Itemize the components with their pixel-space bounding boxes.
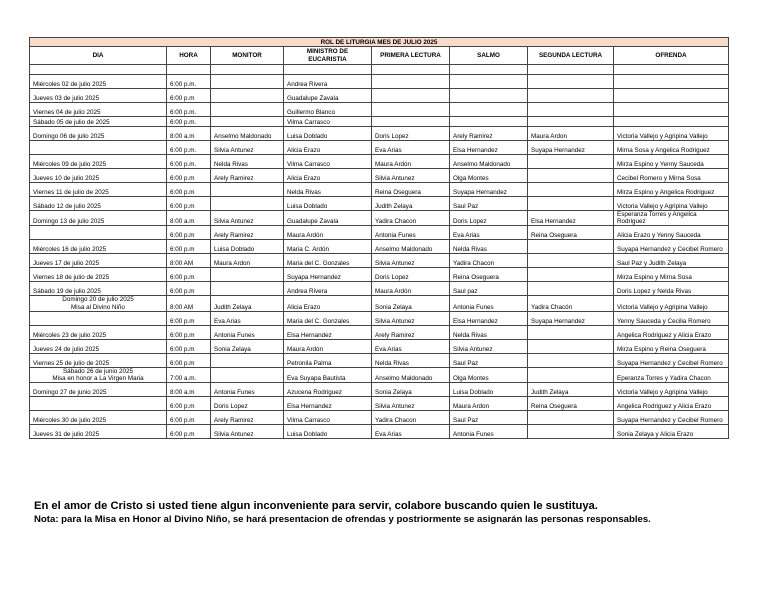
cell-line: Misa en honor a La Virgen Maria: [52, 375, 144, 383]
cell-dia: Jueves 31 de julio 2025: [30, 425, 167, 439]
cell-primera-lectura: Yadira Chacon: [372, 411, 450, 425]
cell-monitor: [211, 367, 284, 382]
cell-monitor: Anselmo Maldonado: [211, 127, 284, 141]
cell-monitor: [211, 89, 284, 103]
cell-salmo: [450, 103, 528, 117]
cell-monitor: Eva Arias: [211, 311, 284, 325]
table-row: [30, 155, 729, 169]
cell-monitor: [211, 65, 284, 75]
cell-segunda-lectura: Yadira Chacón: [528, 296, 614, 311]
cell-ofrenda: Victoria Vallejo y Agripina Vallejo: [614, 127, 729, 141]
cell-dia: [30, 367, 167, 382]
table-row: [30, 226, 729, 240]
cell-ministro: Alicia Erazo: [284, 169, 372, 183]
cell-primera-lectura: Doris Lopez: [372, 268, 450, 282]
cell-dia: Viernes 25 de julio de 2025: [30, 353, 167, 367]
cell-segunda-lectura: [528, 353, 614, 367]
cell-monitor: Nelda Rivas: [211, 155, 284, 169]
cell-primera-lectura: Arely Ramirez: [372, 325, 450, 339]
cell-hora: 6:00 p.m: [167, 311, 211, 325]
cell-monitor: Judith Zelaya: [211, 296, 284, 311]
cell-dia: Sábado 05 de julio de 2025: [30, 117, 167, 127]
cell-hora: 6:00 p.m: [167, 325, 211, 339]
cell-monitor: Antonia Funes: [211, 383, 284, 397]
table-row: [30, 65, 729, 75]
cell-dia: Jueves 03 de julio 2025: [30, 89, 167, 103]
header-hora: HORA: [167, 47, 211, 65]
note-divino-nino: Nota: para la Misa en Honor al Divino Niño, se hará presentacion de ofrendas y postriormente se asignarán las personas responsables.: [34, 514, 651, 525]
cell-segunda-lectura: [528, 425, 614, 439]
cell-ministro: Luisa Doblado: [284, 425, 372, 439]
cell-salmo: [450, 65, 528, 75]
cell-dia: Jueves 10 de julio 2025: [30, 169, 167, 183]
table-row: [30, 240, 729, 254]
cell-segunda-lectura: [528, 325, 614, 339]
cell-dia: Jueves 17 de julio 2025: [30, 254, 167, 268]
cell-segunda-lectura: Maura Ardon: [528, 127, 614, 141]
cell-salmo: Silvia Antunez: [450, 339, 528, 353]
cell-primera-lectura: [372, 75, 450, 89]
cell-primera-lectura: Silvia Antunez: [372, 254, 450, 268]
table-row: [30, 89, 729, 103]
cell-ofrenda: Suyapa Hernandez y Cecibel Romero: [614, 353, 729, 367]
cell-dia: Domingo 13 de julio 2025: [30, 211, 167, 226]
cell-hora: 8:00 a.m: [167, 211, 211, 226]
cell-primera-lectura: Silvia Antunez: [372, 397, 450, 411]
cell-monitor: Doris Lopez: [211, 397, 284, 411]
cell-ministro: Maura Ardón: [284, 339, 372, 353]
cell-ministro: Alicia Erazo: [284, 141, 372, 155]
cell-segunda-lectura: [528, 117, 614, 127]
cell-dia: [30, 296, 167, 311]
table-row: [30, 353, 729, 367]
cell-hora: 6:00 p.m.: [167, 103, 211, 117]
table-row: [30, 197, 729, 211]
table-row: [30, 411, 729, 425]
cell-salmo: Saul Paz: [450, 197, 528, 211]
table-row: [30, 311, 729, 325]
cell-hora: 6:00 p.m.: [167, 141, 211, 155]
cell-ofrenda: Suyapa Hernandez y Cecibel Romero: [614, 411, 729, 425]
cell-dia: Domingo 06 de julio 2025: [30, 127, 167, 141]
cell-ministro: Alicia Erazo: [284, 296, 372, 311]
cell-dia: [30, 141, 167, 155]
table-row: [30, 268, 729, 282]
cell-dia: [30, 226, 167, 240]
cell-segunda-lectura: [528, 411, 614, 425]
liturgy-schedule-table: [29, 37, 729, 439]
cell-dia: Miércoles 23 de julio 2025: [30, 325, 167, 339]
table-row: [30, 296, 729, 311]
cell-ministro: Azucena Rodriguez: [284, 383, 372, 397]
cell-ofrenda: Yenny Sauceda y Cecilia Romero: [614, 311, 729, 325]
cell-dia: Miércoles 16 de julio 2025: [30, 240, 167, 254]
cell-monitor: [211, 197, 284, 211]
cell-primera-lectura: Eva Arias: [372, 425, 450, 439]
cell-hora: 8:00 AM: [167, 254, 211, 268]
table-row: [30, 75, 729, 89]
cell-hora: 7:00 a.m.: [167, 367, 211, 382]
cell-ministro: [284, 65, 372, 75]
cell-monitor: Arely Ramirez: [211, 169, 284, 183]
cell-primera-lectura: Silvia Antunez: [372, 169, 450, 183]
cell-monitor: Arely Ramirez: [211, 226, 284, 240]
table-header-row: [30, 47, 729, 65]
cell-primera-lectura: Sonia Zelaya: [372, 383, 450, 397]
cell-ofrenda: Mirza Espino y Mirna Sosa: [614, 268, 729, 282]
cell-ministro: Elsa Hernandez: [284, 397, 372, 411]
cell-ministro: Maria C. Ardón: [284, 240, 372, 254]
header-primera-lectura: PRIMERA LECTURA: [372, 47, 450, 65]
cell-hora: 6:00 p.m: [167, 353, 211, 367]
cell-ministro: Andrea Rivera: [284, 75, 372, 89]
cell-hora: 6:00 p.m: [167, 169, 211, 183]
cell-salmo: Saul Paz: [450, 353, 528, 367]
table-row: [30, 282, 729, 296]
cell-dia: Viernes 04 de julio 2025: [30, 103, 167, 117]
cell-ofrenda: Saul Paz y Judith Zelaya: [614, 254, 729, 268]
cell-salmo: Maura Ardon: [450, 397, 528, 411]
cell-segunda-lectura: [528, 339, 614, 353]
cell-ministro: Petronila Palma: [284, 353, 372, 367]
cell-ministro: Maria del C. Gonzales: [284, 254, 372, 268]
cell-monitor: Silvia Antunez: [211, 141, 284, 155]
cell-ofrenda: [614, 117, 729, 127]
cell-ministro: Vilma Carrasco: [284, 411, 372, 425]
cell-ofrenda: [614, 75, 729, 89]
cell-monitor: Maura Ardon: [211, 254, 284, 268]
cell-hora: 6:00 p.m: [167, 268, 211, 282]
cell-hora: 6:00 p.m: [167, 197, 211, 211]
cell-ofrenda: Doris Lopez y Nelda Rivas: [614, 282, 729, 296]
table-row: [30, 339, 729, 353]
cell-segunda-lectura: [528, 197, 614, 211]
table-row: [30, 383, 729, 397]
cell-monitor: [211, 75, 284, 89]
cell-ofrenda: Sonia Zelaya y Alicia Erazo: [614, 425, 729, 439]
cell-hora: 6:00 p.m: [167, 89, 211, 103]
cell-monitor: [211, 268, 284, 282]
cell-hora: 6:00 p.m.: [167, 155, 211, 169]
header-ministro: MINISTRO DE EUCARISTIA: [284, 47, 372, 65]
table-row: [30, 103, 729, 117]
cell-segunda-lectura: Suyapa Hernandez: [528, 311, 614, 325]
cell-segunda-lectura: [528, 89, 614, 103]
cell-hora: 6:00 p.m: [167, 183, 211, 197]
cell-salmo: Reina Oseguera: [450, 268, 528, 282]
cell-segunda-lectura: Reina Oseguera: [528, 226, 614, 240]
cell-salmo: [450, 117, 528, 127]
cell-dia: Miércoles 09 de julio 2025: [30, 155, 167, 169]
cell-ministro: Elsa Hernandez: [284, 325, 372, 339]
cell-ministro: Maura Ardón: [284, 226, 372, 240]
cell-primera-lectura: [372, 89, 450, 103]
cell-line: Misa al Divino Niño: [71, 303, 125, 311]
cell-ofrenda: Mirza Espino y Yenny Sauceda: [614, 155, 729, 169]
cell-ministro: Vilma Carrasco: [284, 155, 372, 169]
cell-dia: [30, 65, 167, 75]
cell-segunda-lectura: [528, 65, 614, 75]
cell-salmo: Elsa Hernandez: [450, 141, 528, 155]
cell-segunda-lectura: [528, 103, 614, 117]
cell-hora: [167, 65, 211, 75]
cell-salmo: Antonia Funes: [450, 425, 528, 439]
cell-monitor: Antonia Funes: [211, 325, 284, 339]
cell-hora: 6:00 p.m.: [167, 75, 211, 89]
note-substitute: En el amor de Cristo si usted tiene algun inconveniente para servir, colabore buscando quien le sustituya.: [34, 500, 598, 512]
cell-primera-lectura: Reina Oseguera: [372, 183, 450, 197]
cell-segunda-lectura: Reina Oseguera: [528, 397, 614, 411]
cell-ministro: Andrea Rivera: [284, 282, 372, 296]
cell-dia: Sábado 19 de julio 2025: [30, 282, 167, 296]
cell-primera-lectura: Judith Zelaya: [372, 197, 450, 211]
table-row: [30, 397, 729, 411]
cell-salmo: Saul paz: [450, 282, 528, 296]
cell-ofrenda: [614, 89, 729, 103]
cell-segunda-lectura: [528, 268, 614, 282]
cell-salmo: Olga Montes: [450, 367, 528, 382]
table-row: [30, 117, 729, 127]
cell-primera-lectura: [372, 65, 450, 75]
cell-ofrenda: Angelica Rodriguez y Alicia Erazo: [614, 325, 729, 339]
cell-line: Sábado 26 de junio 2025: [62, 367, 134, 375]
cell-ministro: Eva Suyapa Bautista: [284, 367, 372, 382]
cell-ministro: Guillermo Blanco: [284, 103, 372, 117]
cell-salmo: [450, 89, 528, 103]
cell-segunda-lectura: Elsa Hernandez: [528, 211, 614, 226]
table-row: [30, 183, 729, 197]
cell-primera-lectura: Silvia Antunez: [372, 311, 450, 325]
cell-segunda-lectura: [528, 254, 614, 268]
cell-primera-lectura: Eva Arias: [372, 141, 450, 155]
table-row: [30, 141, 729, 155]
table-title-row: [30, 38, 729, 47]
cell-ministro: Guadalupe Zavala: [284, 89, 372, 103]
cell-dia: Viernes 18 de julio de 2025: [30, 268, 167, 282]
cell-ofrenda: Esperanza Torres y Angelica Rodriguez: [614, 211, 729, 226]
cell-dia: Domingo 27 de junio 2025: [30, 383, 167, 397]
cell-primera-lectura: Anselmo Maldonado: [372, 367, 450, 382]
cell-ministro: Suyapa Hernandez: [284, 268, 372, 282]
cell-hora: 8:00 a.m: [167, 127, 211, 141]
cell-hora: 6:00 p.m: [167, 339, 211, 353]
cell-monitor: Arely Ramirez: [211, 411, 284, 425]
table-row: [30, 169, 729, 183]
table-row: [30, 211, 729, 226]
cell-monitor: Silvia Antunez: [211, 425, 284, 439]
cell-ofrenda: [614, 65, 729, 75]
cell-ministro: Vilma Carrasco: [284, 117, 372, 127]
cell-primera-lectura: Sonia Zelaya: [372, 296, 450, 311]
cell-hora: 6:00 p.m: [167, 226, 211, 240]
cell-primera-lectura: Antonia Funes: [372, 226, 450, 240]
cell-ofrenda: Eperanza Torres y Yadira Chacon: [614, 367, 729, 382]
cell-segunda-lectura: Suyapa Hernandez: [528, 141, 614, 155]
cell-salmo: Olga Montes: [450, 169, 528, 183]
header-segunda-lectura: SEGUNDA LECTURA: [528, 47, 614, 65]
cell-ofrenda: [614, 103, 729, 117]
cell-primera-lectura: [372, 103, 450, 117]
cell-monitor: [211, 183, 284, 197]
cell-salmo: Arely Ramirez: [450, 127, 528, 141]
header-salmo: SALMO: [450, 47, 528, 65]
cell-monitor: Silvia Antunez: [211, 211, 284, 226]
table-row: [30, 325, 729, 339]
cell-hora: 6:00 p.m: [167, 411, 211, 425]
cell-segunda-lectura: [528, 155, 614, 169]
cell-hora: 8:00 a.m: [167, 383, 211, 397]
cell-primera-lectura: Maura Ardón: [372, 155, 450, 169]
cell-ofrenda: Suyapa Hernandez y Cecibel Romero: [614, 240, 729, 254]
header-monitor: MONITOR: [211, 47, 284, 65]
cell-hora: 6:00 p.m.: [167, 117, 211, 127]
table-title: ROL DE LITURGIA MES DE JULIO 2025: [30, 38, 729, 47]
cell-hora: 6:00 p.m: [167, 282, 211, 296]
cell-primera-lectura: Anselmo Maldonado: [372, 240, 450, 254]
cell-line: Domingo 20 de julio 2025: [62, 296, 134, 304]
cell-segunda-lectura: [528, 183, 614, 197]
table-row: [30, 127, 729, 141]
cell-ministro: Luisa Doblado: [284, 197, 372, 211]
cell-monitor: Sonia Zelaya: [211, 339, 284, 353]
cell-primera-lectura: Doris Lopez: [372, 127, 450, 141]
cell-monitor: [211, 117, 284, 127]
cell-hora: 8:00 AM: [167, 296, 211, 311]
cell-salmo: Elsa Hernandez: [450, 311, 528, 325]
cell-dia: Miércoles 30 de julio 2025: [30, 411, 167, 425]
cell-segunda-lectura: [528, 169, 614, 183]
cell-ministro: Maria del C. Gonzales: [284, 311, 372, 325]
cell-ofrenda: Victoria Vallejo y Agripina Vallejo: [614, 296, 729, 311]
table-row: [30, 425, 729, 439]
cell-ofrenda: Cecibel Romero y Mirna Sosa: [614, 169, 729, 183]
cell-primera-lectura: [372, 117, 450, 127]
cell-ofrenda: Victoria Vallejo y Agripina Vallejo: [614, 197, 729, 211]
header-ofrenda: OFRENDA: [614, 47, 729, 65]
cell-hora: 6:00 p.m: [167, 397, 211, 411]
cell-ofrenda: Angelica Rodriguez y Alicia Erazo: [614, 397, 729, 411]
cell-salmo: Suyapa Hernandez: [450, 183, 528, 197]
cell-salmo: Anselmo Maldonado: [450, 155, 528, 169]
cell-primera-lectura: Maura Ardón: [372, 282, 450, 296]
cell-dia: Viernes 11 de julio de 2025: [30, 183, 167, 197]
cell-segunda-lectura: [528, 282, 614, 296]
cell-salmo: Nelda Rivas: [450, 240, 528, 254]
notes: [34, 499, 734, 526]
cell-salmo: Nelda Rivas: [450, 325, 528, 339]
cell-salmo: [450, 75, 528, 89]
cell-primera-lectura: Eva Arias: [372, 339, 450, 353]
cell-ofrenda: Alicia Erazo y Yenny Sauceda: [614, 226, 729, 240]
cell-monitor: [211, 282, 284, 296]
table-row: [30, 254, 729, 268]
cell-segunda-lectura: [528, 240, 614, 254]
cell-primera-lectura: Nelda Rivas: [372, 353, 450, 367]
cell-salmo: Yadira Chacon: [450, 254, 528, 268]
cell-monitor: [211, 353, 284, 367]
cell-hora: 6:00 p.m: [167, 425, 211, 439]
table-row: [30, 367, 729, 382]
cell-ofrenda: Mirza Espino y Reina Oseguera: [614, 339, 729, 353]
cell-dia: [30, 311, 167, 325]
cell-primera-lectura: Yadira Chacon: [372, 211, 450, 226]
cell-segunda-lectura: [528, 75, 614, 89]
cell-dia: Jueves 24 de julio 2025: [30, 339, 167, 353]
cell-monitor: Luisa Doblado: [211, 240, 284, 254]
cell-ministro: Luisa Doblado: [284, 127, 372, 141]
cell-dia: Miércoles 02 de julio 2025: [30, 75, 167, 89]
cell-monitor: [211, 103, 284, 117]
cell-ofrenda: Victoria Vallejo y Agripina Vallejo: [614, 383, 729, 397]
cell-hora: 6:00 p.m: [167, 240, 211, 254]
header-dia: DIA: [30, 47, 167, 65]
cell-salmo: Doris Lopez: [450, 211, 528, 226]
cell-salmo: Eva Arias: [450, 226, 528, 240]
cell-ofrenda: Mirna Sosa y Angelica Rodriguez: [614, 141, 729, 155]
cell-dia: [30, 397, 167, 411]
cell-dia: Sábado 12 de julio 2025: [30, 197, 167, 211]
cell-ofrenda: Mirza Espino y Angelica Rodriguez: [614, 183, 729, 197]
cell-ministro: Nelda Rivas: [284, 183, 372, 197]
cell-salmo: Saul Paz: [450, 411, 528, 425]
cell-salmo: Luisa Doblado: [450, 383, 528, 397]
cell-salmo: Antonia Funes: [450, 296, 528, 311]
cell-segunda-lectura: Judith Zelaya: [528, 383, 614, 397]
cell-segunda-lectura: [528, 367, 614, 382]
cell-ministro: Guadalupe Zavala: [284, 211, 372, 226]
